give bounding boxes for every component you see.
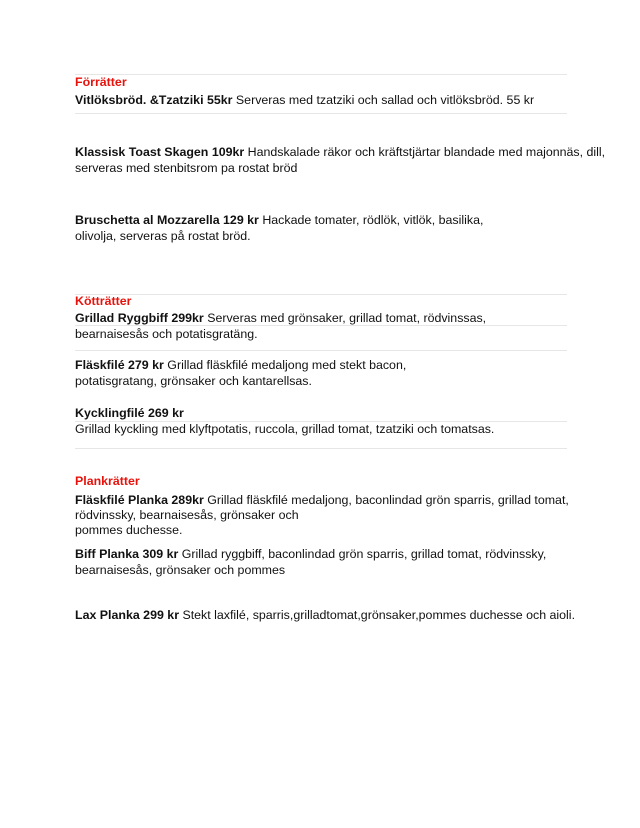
divider [75, 325, 567, 326]
menu-item [75, 144, 620, 176]
dish-name: Grillad Ryggbiff 299kr [75, 311, 204, 325]
dish-description: rödvinssky, bearnaisesås, grönsaker och [75, 508, 299, 522]
dish-description: Hackade tomater, rödlök, vitlök, basilika, [258, 213, 484, 227]
section-heading-plankratter: Plankrätter [75, 474, 140, 488]
menu-item [75, 607, 620, 623]
dish-name: Biff Planka 309 kr [75, 547, 179, 561]
dish-description: Stekt laxfilé, sparris,grilladtomat,grönsaker,pommes duchesse och aioli. [179, 608, 576, 622]
dish-description: Grillad fläskfilé medaljong med stekt bacon, [163, 358, 407, 372]
dish-description: serveras med stenbitsrom pa rostat bröd [75, 161, 298, 175]
dish-name: Fläskfilé 279 kr [75, 358, 164, 372]
dish-description: pommes duchesse. [75, 523, 183, 537]
dish-name: Fläskfilé Planka 289kr [75, 493, 204, 507]
dish-name: Lax Planka 299 kr [75, 608, 180, 622]
menu-item [75, 493, 620, 538]
dish-description: Handskalade räkor och kräftstjärtar blandade med majonnäs, dill, [244, 145, 606, 159]
divider [75, 448, 567, 449]
divider [75, 74, 567, 75]
dish-description: Grillad ryggbiff, baconlindad grön sparris, grillad tomat, rödvinssky, [178, 547, 547, 561]
dish-description: Serveras med grönsaker, grillad tomat, rödvinssas, [203, 311, 487, 325]
divider [75, 421, 567, 422]
dish-name: Bruschetta al Mozzarella 129 kr [75, 213, 259, 227]
dish-name: Vitlöksbröd. &Tzatziki 55kr [75, 93, 233, 107]
divider [75, 294, 567, 295]
dish-description: Grillad fläskfilé medaljong, baconlindad grön sparris, grillad tomat, [203, 493, 569, 507]
dish-description: Serveras med tzatziki och sallad och vitlöksbröd. 55 kr [232, 93, 535, 107]
dish-description: bearnaisesås och potatisgratäng. [75, 327, 258, 341]
dish-description: olivolja, serveras på rostat bröd. [75, 229, 251, 243]
section-heading-kottratter: Kötträtter [75, 294, 132, 308]
menu-item [75, 357, 620, 389]
menu-item [75, 546, 620, 578]
divider [75, 113, 567, 114]
section-heading-forratter: Förrätter [75, 75, 127, 89]
menu-item [75, 212, 620, 244]
dish-name: Kycklingfilé 269 kr [75, 406, 184, 420]
dish-description: bearnaisesås, grönsaker och pommes [75, 563, 286, 577]
menu-item [75, 310, 620, 342]
dish-description: potatisgratang, grönsaker och kantarellsas. [75, 374, 312, 388]
dish-description: Grillad kyckling med klyftpotatis, ruccola, grillad tomat, tzatziki och tomatsas. [75, 422, 495, 436]
divider [75, 350, 567, 351]
menu-item [75, 92, 620, 108]
dish-name: Klassisk Toast Skagen 109kr [75, 145, 245, 159]
